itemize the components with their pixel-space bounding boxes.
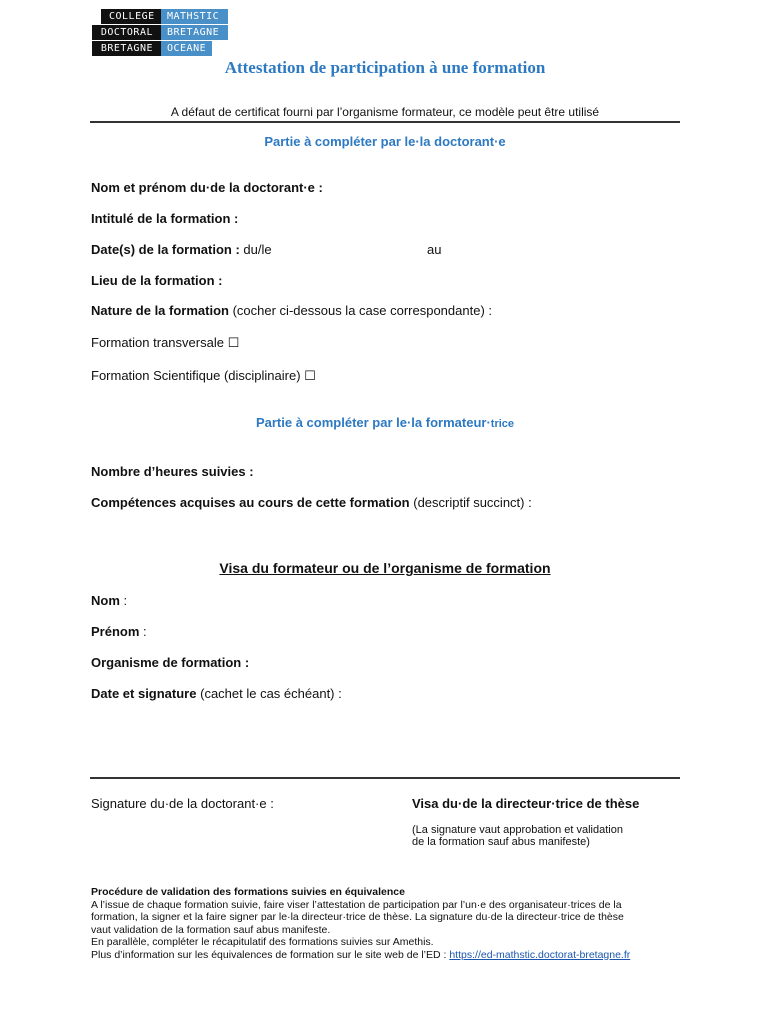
field-label: Nom: [91, 593, 120, 608]
field-label: Date(s) de la formation :: [91, 242, 240, 257]
logo-text: BRETAGNE: [161, 25, 228, 40]
field-hours: [91, 464, 254, 479]
dates-to-label: au: [427, 242, 442, 257]
director-visa-label: Visa du·de la directeur·trice de thèse: [412, 796, 640, 811]
section-heading-doctorant: Partie à compléter par le·la doctorant·e: [264, 134, 506, 149]
divider: [90, 121, 680, 123]
colon: :: [123, 593, 128, 608]
procedure-line: vaut validation de la formation sauf abus manifeste.: [91, 923, 331, 936]
field-label: Nom et prénom du·de la doctorant·e :: [91, 180, 323, 195]
option-label: Formation transversale: [91, 335, 224, 350]
student-signature-label: Signature du·de la doctorant·e :: [91, 796, 274, 811]
document-title: Attestation de participation à une formation: [224, 58, 546, 77]
field-label: Prénom: [91, 624, 140, 639]
field-label: Intitulé de la formation :: [91, 211, 239, 226]
procedure-heading: Procédure de validation des formations suivies en équivalence: [91, 886, 405, 898]
checkbox-icon[interactable]: ☐: [227, 336, 240, 351]
field-label: Date et signature: [91, 686, 197, 701]
heading-part: trice: [490, 418, 515, 430]
logo-row-3: [92, 41, 212, 56]
field-dates: [91, 242, 272, 257]
procedure-line: formation, la signer et la faire signer par le·la directeur·trice de thèse. La signature du·de la directeur·trice de thèse: [91, 911, 624, 923]
logo-text: OCEANE: [161, 41, 212, 56]
option-scientifique[interactable]: [91, 368, 316, 384]
heading-part: Partie à compléter par le·la formateur·: [255, 415, 491, 430]
ed-website-link[interactable]: https://ed-mathstic.doctorat-bretagne.fr: [449, 948, 631, 961]
option-transversale[interactable]: [91, 335, 239, 351]
visa-heading: Visa du formateur ou de l’organisme de formation: [219, 560, 551, 576]
field-hint: (cocher ci-dessous la case correspondante) :: [232, 303, 492, 318]
director-note-1: (La signature vaut approbation et validation: [412, 824, 623, 836]
divider: [90, 777, 680, 779]
subtitle: A défaut de certificat fourni par l’organisme formateur, ce modèle peut être utilisé: [170, 105, 600, 119]
field-date-signature: [91, 686, 342, 701]
director-note-2: de la formation sauf abus manifeste): [412, 836, 590, 848]
field-label: Compétences acquises au cours de cette formation: [91, 495, 410, 510]
field-label: Nature de la formation: [91, 303, 229, 318]
field-nom: [91, 593, 127, 608]
logo-row-2: [92, 25, 228, 40]
field-nature: [91, 303, 492, 318]
field-place: [91, 273, 222, 288]
field-skills: [91, 495, 532, 510]
field-label: Nombre d’heures suivies :: [91, 464, 254, 479]
field-label: Lieu de la formation :: [91, 273, 223, 288]
field-prenom: [91, 624, 147, 639]
field-hint: (descriptif succinct) :: [413, 495, 532, 510]
field-label: Organisme de formation :: [91, 655, 250, 670]
dates-from-label: du/le: [243, 242, 272, 257]
logo-text: MATHSTIC: [161, 9, 228, 24]
logo-row-1: [101, 9, 228, 24]
procedure-line: [91, 949, 681, 962]
logo-text: DOCTORAL: [92, 25, 161, 40]
logo-text: COLLEGE: [101, 9, 161, 24]
procedure-line: A l’issue de chaque formation suivie, faire viser l’attestation de participation par l’un·e des organisateur·trices de la: [91, 898, 622, 911]
procedure-block: [91, 886, 681, 961]
field-organisme: [91, 655, 249, 670]
field-name: [91, 180, 323, 195]
colon: :: [143, 624, 147, 639]
option-label: Formation Scientifique (disciplinaire): [91, 368, 301, 383]
section-heading-formateur: [0, 415, 770, 430]
checkbox-icon[interactable]: ☐: [304, 369, 316, 384]
procedure-line: En parallèle, compléter le récapitulatif des formations suivies sur Amethis.: [91, 936, 434, 948]
procedure-text: Plus d’information sur les équivalences de formation sur le site web de l’ED :: [91, 948, 450, 961]
field-training-title: [91, 211, 238, 226]
logo-text: BRETAGNE: [92, 41, 161, 56]
field-hint: (cachet le cas échéant) :: [200, 686, 342, 701]
